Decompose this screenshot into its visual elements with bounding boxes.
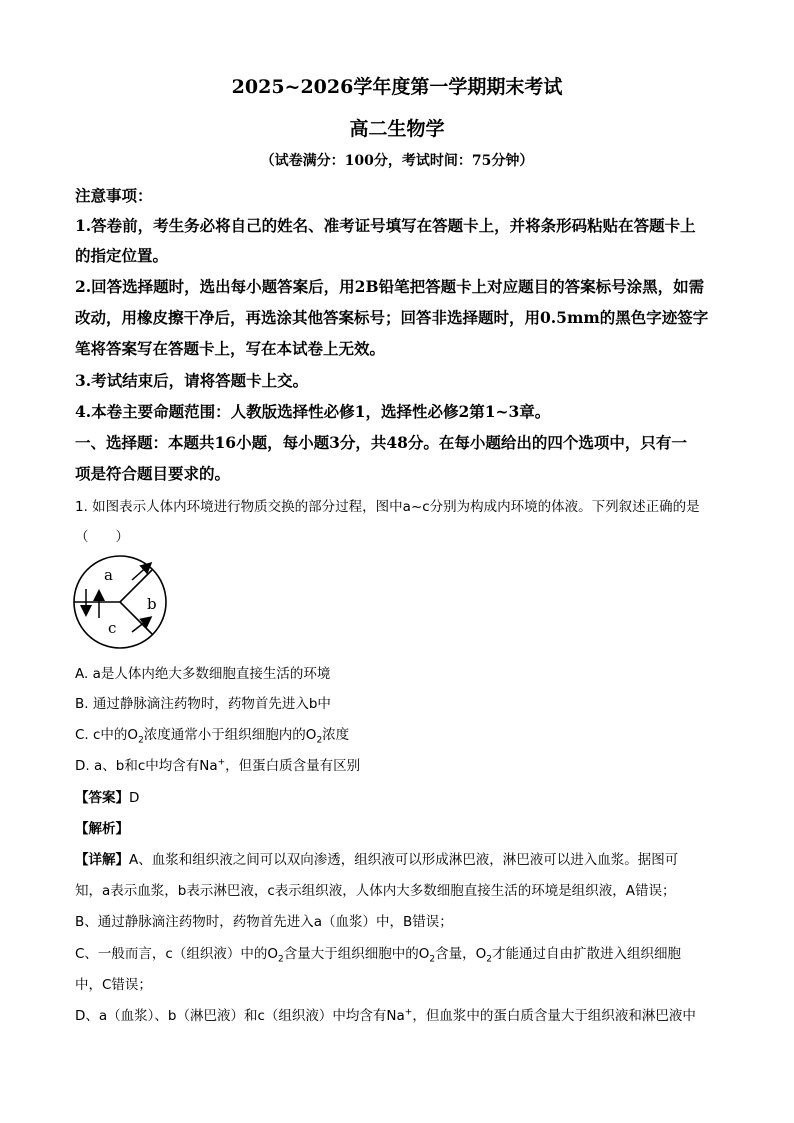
detail-line-1: 【详解】A、血浆和组织液之间可以双向渗透，组织液可以形成淋巴液，淋巴液可以进入血浆。据图可 <box>75 852 679 868</box>
note-item-1-line-1: 1.答卷前，考生务必将自己的姓名、准考证号填写在答题卡上，并将条形码粘贴在答题卡上 <box>75 216 696 235</box>
answer-value: D <box>129 790 140 806</box>
answer-tag: 【答案】 <box>75 790 129 806</box>
answer-line <box>75 786 139 806</box>
section-1-heading-line-2: 项是符合题目要求的。 <box>75 464 231 483</box>
note-item-4: 4.本卷主要命题范围：人教版选择性必修1，选择性必修2第1~3章。 <box>75 402 551 421</box>
option-a: A. a是人体内绝大多数细胞直接生活的环境 <box>75 666 331 682</box>
note-item-2-line-3: 笔将答案写在答题卡上，写在本试卷上无效。 <box>75 339 386 358</box>
option-d: D. a、b和c中均含有Na+，但蛋白质含量有区别 <box>75 757 361 774</box>
detail-line-2: 知，a表示血浆，b表示淋巴液，c表示组织液，人体内大多数细胞直接生活的环境是组织液，A错误； <box>75 883 676 899</box>
arrow-to-upper-right <box>132 564 150 580</box>
detail-line-6: D、a（血浆）、b（淋巴液）和c（组织液）中均含有Na+，但血浆中的蛋白质含量大于组织液和淋巴液中 <box>75 1007 696 1024</box>
detail-line-5: 中，C错误； <box>75 977 152 993</box>
exam-title: 2025~2026学年度第一学期期末考试 <box>231 76 563 98</box>
question-1-stem-line-2: （ ） <box>75 529 129 545</box>
option-c: C. c中的$O_2$浓度通常小于组织细胞内的$O_2$浓度 <box>75 727 350 746</box>
exam-info: （试卷满分：100分，考试时间：75分钟） <box>260 153 534 169</box>
question-1-stem-line-1: 1. 如图表示人体内环境进行物质交换的部分过程，图中a~c分别为构成内环境的体液。下列叙述正确的是 <box>75 499 700 515</box>
detail-line-3: B、通过静脉滴注药物时，药物首先进入a（血浆）中，B错误； <box>75 914 453 930</box>
label-c: c <box>108 619 117 637</box>
subject-title: 高二生物学 <box>349 118 445 140</box>
section-1-heading-line-1: 一、选择题：本题共16小题，每小题3分，共48分。在每小题给出的四个选项中，只有一 <box>75 433 687 452</box>
detail-tag: 【详解】 <box>75 852 129 868</box>
notes-heading: 注意事项： <box>75 186 153 205</box>
detail-line-4: C、一般而言，c（组织液）中的$O_2$含量大于组织细胞中的$O_2$含量，$O_2$才能通过自由扩散进入组织细胞 <box>75 946 681 965</box>
note-item-1-line-2: 的指定位置。 <box>75 246 169 265</box>
note-item-2-line-1: 2.回答选择题时，选出每小题答案后，用2B铅笔把答题卡上对应题目的答案标号涂黑，如需 <box>75 277 705 296</box>
label-b: b <box>147 595 157 613</box>
analysis-tag: 【解析】 <box>75 821 129 837</box>
label-a: a <box>104 566 113 584</box>
note-item-2-line-2: 改动，用橡皮擦干净后，再选涂其他答案标号；回答非选择题时，用0.5mm的黑色字迹签字 <box>75 308 709 327</box>
note-item-3: 3.考试结束后，请将答题卡上交。 <box>75 371 309 390</box>
body-fluid-exchange-diagram <box>70 552 170 652</box>
option-b: B. 通过静脉滴注药物时，药物首先进入b中 <box>75 696 331 712</box>
